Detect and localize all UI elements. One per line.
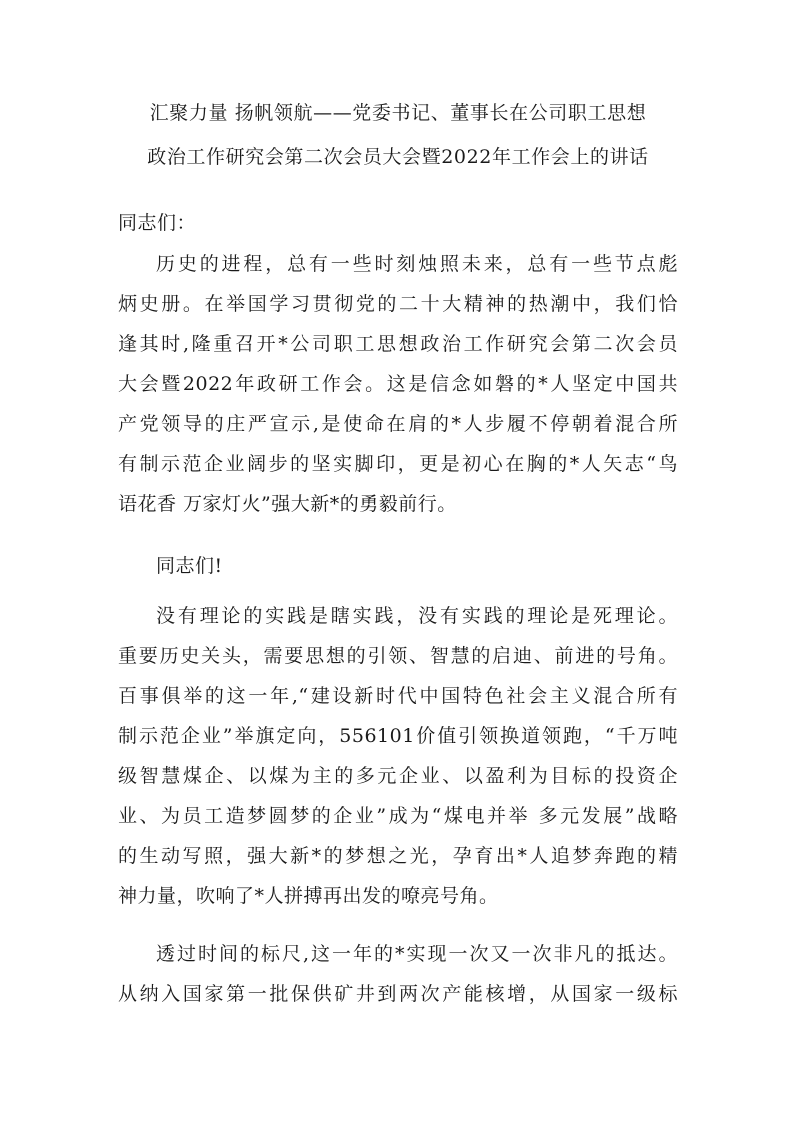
paragraph-line: 炳史册。在举国学习贯彻党的二十大精神的热潮中，我们恰 xyxy=(118,293,678,315)
paragraph-1 xyxy=(118,246,678,526)
paragraph-line: 神力量，吹响了*人拼搏再出发的嘹亮号角。 xyxy=(118,885,499,907)
paragraph-line: 业、为员工造梦圆梦的企业”成为“煤电并举 多元发展”战略 xyxy=(118,805,678,827)
salutation: 同志们： xyxy=(118,212,197,234)
paragraph-line: 逢其时,隆重召开*公司职工思想政治工作研究会第二次会员 xyxy=(118,333,678,355)
paragraph-3 xyxy=(118,598,678,918)
paragraph-line: 语花香 万家灯火”强大新*的勇毅前行。 xyxy=(118,493,457,515)
paragraph-line: 从纳入国家第一批保供矿井到两次产能核增，从国家一级标 xyxy=(118,983,678,1005)
paragraph-2 xyxy=(118,548,678,588)
paragraph-line: 产党领导的庄严宣示,是使命在肩的*人步履不停朝着混合所 xyxy=(118,413,678,435)
paragraph-line: 没有理论的实践是瞎实践，没有实践的理论是死理论。 xyxy=(156,605,678,627)
paragraph-line: 制示范企业”举旗定向，556101价值引领换道领跑，“千万吨 xyxy=(118,725,678,747)
paragraph-line: 级智慧煤企、以煤为主的多元企业、以盈利为目标的投资企 xyxy=(118,765,678,787)
paragraph-line: 大会暨2022年政研工作会。这是信念如磐的*人坚定中国共 xyxy=(118,373,678,395)
paragraph-line: 的生动写照，强大新*的梦想之光，孕育出*人追梦奔跑的精 xyxy=(118,845,678,867)
paragraph-line: 历史的进程，总有一些时刻烛照未来，总有一些节点彪 xyxy=(156,253,678,275)
paragraph-line: 百事俱举的这一年,“建设新时代中国特色社会主义混合所有 xyxy=(118,685,678,707)
paragraph-line: 透过时间的标尺,这一年的*实现一次又一次非凡的抵达。 xyxy=(156,943,678,965)
document-title-line-1: 汇聚力量 扬帆领航——党委书记、董事长在公司职工思想 xyxy=(149,102,647,124)
paragraph-line: 重要历史关头，需要思想的引领、智慧的启迪、前进的号角。 xyxy=(118,645,678,667)
paragraph-line: 有制示范企业阔步的坚实脚印，更是初心在胸的*人矢志“鸟 xyxy=(118,453,678,475)
paragraph-line: 同志们! xyxy=(156,555,223,577)
document-title-line-2: 政治工作研究会第二次会员大会暨2022年工作会上的讲话 xyxy=(147,146,649,168)
paragraph-4 xyxy=(118,936,678,1016)
